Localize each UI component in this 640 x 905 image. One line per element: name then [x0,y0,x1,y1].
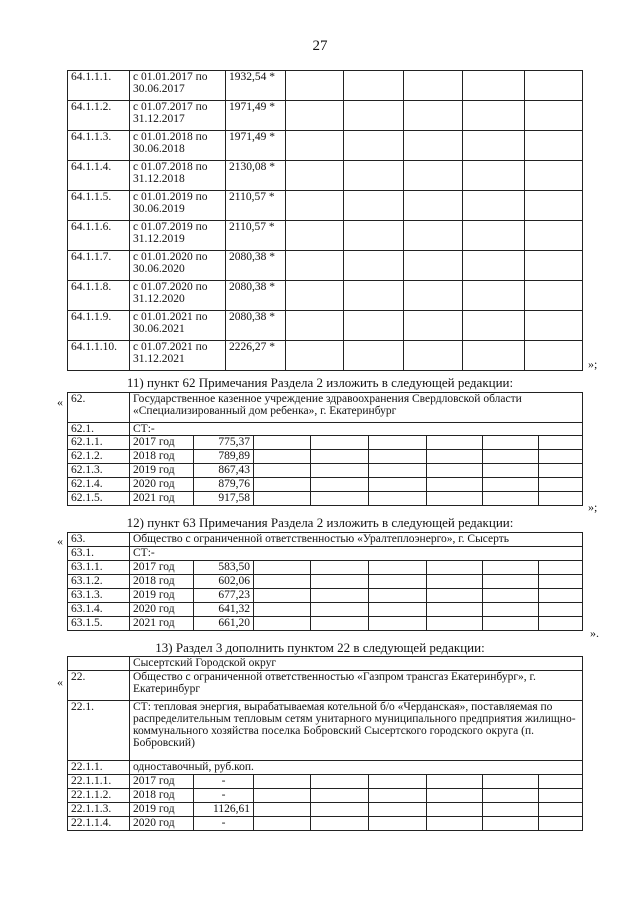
row-value: 1971,49 * [226,101,286,131]
table-row [68,478,583,492]
row-code: 64.1.1.8. [68,281,130,311]
org-name: Государственное казенное учреждение здравоохранения Свердловской области «Специализированный дом ребенка», г. Екатеринбург [130,393,583,423]
row-period: с 01.01.2021 по 30.06.2021 [130,311,226,341]
row-value: 2110,57 * [226,191,286,221]
table-row [68,450,583,464]
org-name: Общество с ограниченной ответственностью «Уралтеплоэнерго», г. Сысерть [130,533,583,547]
row-code: 64.1.1.6. [68,221,130,251]
row-code: 64.1.1.10. [68,341,130,371]
row-period: с 01.01.2019 по 30.06.2019 [130,191,226,221]
row-value: 2080,38 * [226,311,286,341]
table-row [68,221,583,251]
table-row [68,464,583,478]
org-code: 63. [68,533,130,547]
row-year: 2021 год [130,617,194,631]
row-code: 22.1.1.1. [68,775,130,789]
row-value: 789,89 [194,450,254,464]
table-row [68,603,583,617]
org-name: Общество с ограниченной ответственностью «Газпром трансгаз Екатеринбург», г. Екатеринбург [130,671,583,701]
closing-quote-1: »; [588,357,598,371]
table-row [68,789,583,803]
ct-text: СТ: тепловая энергия, вырабатываемая котельной б/о «Черданская», поставляемая по распределительным тепловым сетям унитарного муниципального предприятия жилищно-коммунального хозяйства поселка Бобровский Сысертского городского округа (п. Бобровский) [130,701,583,761]
row-value: 2130,08 * [226,161,286,191]
tariff-table-22 [67,656,583,831]
table-row [68,575,583,589]
row-code: 64.1.1.1. [68,71,130,101]
row-value: 2226,27 * [226,341,286,371]
district-name: Сысертский Городской округ [130,657,583,671]
row-year: 2020 год [130,817,194,831]
row-code: 22.1.1.3. [68,803,130,817]
closing-quote-62: »; [588,500,598,514]
row-code: 62.1.3. [68,464,130,478]
row-code: 63.1.3. [68,589,130,603]
opening-quote-63: « [57,534,63,548]
table-row [68,341,583,371]
row-code: 22.1.1.2. [68,789,130,803]
row-code: 64.1.1.5. [68,191,130,221]
table-row [68,131,583,161]
row-period: с 01.01.2020 по 30.06.2020 [130,251,226,281]
table-row [68,803,583,817]
ct-code: 22.1. [68,701,130,761]
section-heading-12: 12) пункт 63 Примечания Раздела 2 изложить в следующей редакции: [126,515,514,530]
row-year: 2017 год [130,561,194,575]
tariff-table-63 [67,532,583,631]
row-year: 2020 год [130,603,194,617]
row-code: 22.1.1.4. [68,817,130,831]
row-value: 2110,57 * [226,221,286,251]
row-value: 879,76 [194,478,254,492]
row-value: 602,06 [194,575,254,589]
row-value: 677,23 [194,589,254,603]
row-value: 1971,49 * [226,131,286,161]
table-row [68,101,583,131]
row-value: 2080,38 * [226,251,286,281]
table-row [68,281,583,311]
row-value: - [194,789,254,803]
tariff-table-62 [67,392,583,506]
row-period: с 01.07.2021 по 31.12.2021 [130,341,226,371]
table-row [68,817,583,831]
table-row [68,436,583,450]
ct-text: СТ:- [130,423,583,436]
row-period: с 01.07.2019 по 31.12.2019 [130,221,226,251]
row-year: 2018 год [130,450,194,464]
tariff-text: одноставочный, руб.коп. [130,761,583,775]
row-code: 64.1.1.9. [68,311,130,341]
row-value: 867,43 [194,464,254,478]
row-value: - [194,817,254,831]
opening-quote-22: « [57,675,63,689]
table-row [68,492,583,506]
table-row [68,71,583,101]
row-year: 2018 год [130,789,194,803]
row-code: 62.1.1. [68,436,130,450]
row-value: 775,37 [194,436,254,450]
row-period: с 01.07.2018 по 31.12.2018 [130,161,226,191]
table-row [68,589,583,603]
tariff-code: 22.1.1. [68,761,130,775]
table-row [68,161,583,191]
row-value: 1126,61 [194,803,254,817]
row-value: 641,32 [194,603,254,617]
row-value: 583,50 [194,561,254,575]
row-value: 661,20 [194,617,254,631]
row-value: 2080,38 * [226,281,286,311]
table-row [68,251,583,281]
row-code: 63.1.1. [68,561,130,575]
row-year: 2019 год [130,589,194,603]
row-code: 64.1.1.3. [68,131,130,161]
row-year: 2020 год [130,478,194,492]
closing-quote-63: ». [590,626,599,640]
row-code: 64.1.1.7. [68,251,130,281]
row-year: 2021 год [130,492,194,506]
opening-quote-62: « [57,395,63,409]
row-year: 2017 год [130,775,194,789]
row-code: 63.1.5. [68,617,130,631]
row-code: 63.1.2. [68,575,130,589]
row-year: 2019 год [130,464,194,478]
row-code: 62.1.5. [68,492,130,506]
ct-text: СТ:- [130,547,583,561]
table-row [68,311,583,341]
table-row [68,191,583,221]
page-number: 27 [312,38,328,54]
row-period: с 01.07.2017 по 31.12.2017 [130,101,226,131]
table-row [68,561,583,575]
row-code: 63.1.4. [68,603,130,617]
org-code: 62. [68,393,130,423]
section-heading-11: 11) пункт 62 Примечания Раздела 2 изложить в следующей редакции: [126,375,514,390]
row-year: 2017 год [130,436,194,450]
row-year: 2018 год [130,575,194,589]
row-period: с 01.01.2017 по 30.06.2017 [130,71,226,101]
row-period: с 01.07.2020 по 31.12.2020 [130,281,226,311]
row-code: 64.1.1.4. [68,161,130,191]
table-row [68,617,583,631]
table-row [68,775,583,789]
section-heading-13: 13) Раздел 3 дополнить пунктом 22 в следующей редакции: [155,640,485,655]
row-period: с 01.01.2018 по 30.06.2018 [130,131,226,161]
ct-code: 62.1. [68,423,130,436]
row-value: 1932,54 * [226,71,286,101]
tariff-table-64 [67,70,583,371]
row-value: 917,58 [194,492,254,506]
row-value: - [194,775,254,789]
row-code: 62.1.2. [68,450,130,464]
org-code: 22. [68,671,130,701]
row-code: 64.1.1.2. [68,101,130,131]
ct-code: 63.1. [68,547,130,561]
row-code: 62.1.4. [68,478,130,492]
row-year: 2019 год [130,803,194,817]
